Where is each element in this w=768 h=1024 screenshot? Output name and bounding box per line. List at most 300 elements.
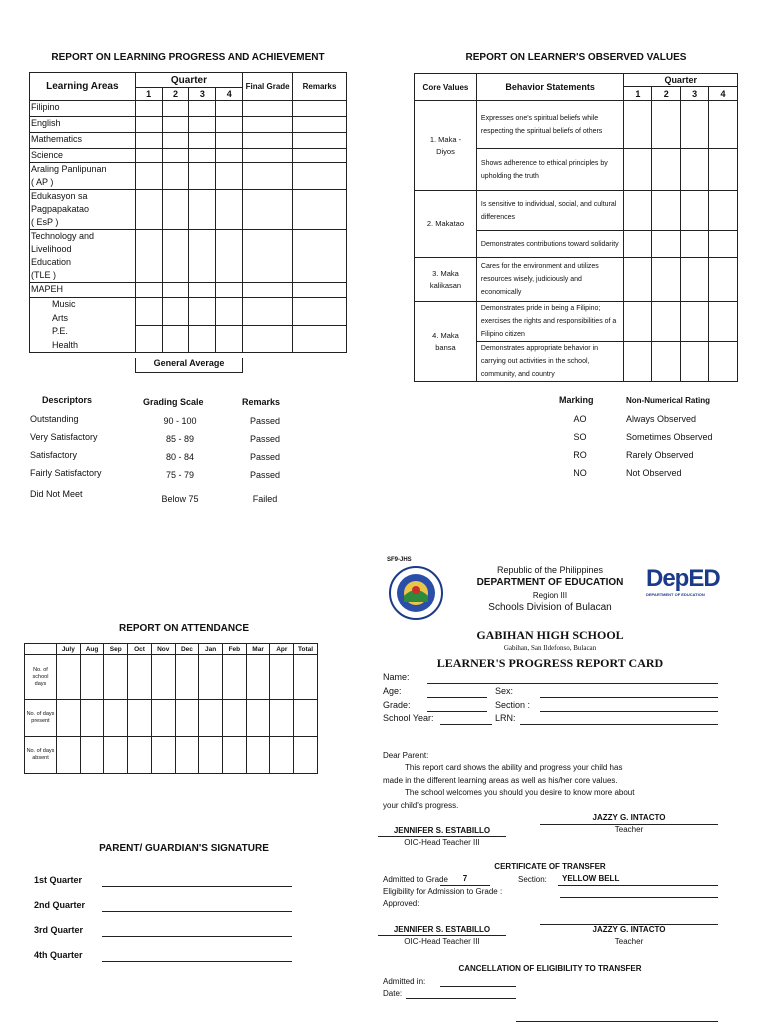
subject-row — [30, 117, 347, 133]
values-rating-cell[interactable] — [681, 258, 709, 302]
signature-line[interactable] — [102, 936, 292, 937]
grading-scale-value: 90 - 100 — [163, 416, 197, 426]
attendance-month: Dec — [175, 644, 199, 655]
transfer-section-field[interactable] — [558, 885, 718, 886]
marking-code: SO — [573, 432, 587, 442]
grade-cell[interactable] — [162, 117, 189, 133]
school-year-label: School Year: — [383, 713, 434, 723]
learning-progress-table — [29, 72, 347, 353]
values-rating-cell[interactable] — [652, 342, 681, 382]
behavior-statement: Expresses one's spiritual beliefs while respecting the spiritual beliefs of others — [476, 101, 624, 149]
quarter-3: 3 — [189, 88, 216, 101]
grade-cell[interactable] — [135, 283, 162, 298]
values-rating-cell[interactable] — [709, 149, 738, 191]
descriptor-name: Satisfactory — [30, 450, 78, 460]
grade-cell[interactable] — [189, 133, 216, 149]
subject-row — [30, 163, 347, 190]
col-learning-areas: Learning Areas — [30, 73, 136, 101]
grade-cell[interactable] — [243, 298, 293, 326]
subject-name — [30, 101, 136, 117]
attendance-cell[interactable] — [104, 700, 128, 737]
marking-header: Marking — [559, 395, 594, 405]
marking-rating: Not Observed — [626, 468, 682, 478]
attendance-cell[interactable] — [246, 655, 270, 700]
transfer-section-label: Section: — [518, 875, 547, 884]
lrn-field[interactable] — [520, 724, 718, 725]
attendance-cell[interactable] — [199, 655, 223, 700]
letter-line-2: made in the different learning areas as well as his/her core values. — [383, 776, 618, 785]
col-final-grade: Final Grade — [243, 73, 293, 101]
grade-label: Grade: — [383, 700, 411, 710]
cancellation-title: CANCELLATION OF ELIGIBILITY TO TRANSFER — [458, 964, 642, 973]
col-core-values: Core Values — [415, 74, 477, 101]
learning-progress-title: REPORT ON LEARNING PROGRESS AND ACHIEVEMENT — [51, 52, 325, 63]
core-value: 4. Maka bansa — [415, 302, 477, 382]
core-value: 2. Makatao — [415, 191, 477, 258]
attendance-cell[interactable] — [128, 737, 152, 774]
age-label: Age: — [383, 686, 402, 696]
subject-name-line: ( EsP ) — [31, 217, 59, 227]
behavior-statement: Is sensitive to individual, social, and cultural differences — [476, 191, 624, 231]
subject-name — [30, 133, 136, 149]
grade-cell[interactable] — [293, 133, 347, 149]
sex-field[interactable] — [540, 697, 718, 698]
attendance-cell[interactable] — [128, 700, 152, 737]
school-address: Gabihan, San Ildefonso, Bulacan — [503, 644, 597, 652]
behavior-statement: Cares for the environment and utilizes resources wisely, judiciously and economically — [476, 258, 624, 302]
attendance-row-label: No. of days absent — [25, 737, 57, 774]
col-quarter: Quarter — [135, 73, 243, 88]
quarter-2: 2 — [162, 88, 189, 101]
descriptor-name: Fairly Satisfactory — [30, 468, 102, 478]
signature-line[interactable] — [102, 886, 292, 887]
mapeh-sub-row — [30, 298, 347, 326]
attendance-cell[interactable] — [223, 737, 247, 774]
transfer-teacher-name: JAZZY G. INTACTO — [592, 925, 666, 934]
attendance-cell[interactable] — [294, 737, 318, 774]
behavior-statement: Demonstrates appropriate behavior in carrying out activities in the school, community, and country — [476, 342, 624, 382]
attendance-cell[interactable] — [104, 655, 128, 700]
grade-cell[interactable] — [189, 298, 216, 326]
marking-code: RO — [573, 450, 587, 460]
grade-cell[interactable] — [293, 190, 347, 230]
letter-greeting: Dear Parent: — [383, 751, 429, 760]
grade-cell[interactable] — [135, 163, 162, 190]
grade-cell[interactable] — [293, 230, 347, 283]
values-rating-cell[interactable] — [652, 191, 681, 231]
grade-cell[interactable] — [293, 117, 347, 133]
grade-cell[interactable] — [162, 325, 189, 353]
grade-cell[interactable] — [243, 190, 293, 230]
marking-code: NO — [573, 468, 587, 478]
attendance-month: Sep — [104, 644, 128, 655]
deped-logo-sub: DEPARTMENT OF EDUCATION — [646, 592, 705, 597]
values-rating-cell[interactable] — [624, 342, 652, 382]
values-rating-cell[interactable] — [624, 101, 652, 149]
subject-name-line: Mathematics — [31, 134, 83, 144]
grade-cell[interactable] — [243, 149, 293, 163]
core-value: 1. Maka - Diyos — [415, 101, 477, 191]
subject-name — [30, 230, 136, 283]
general-average-label: General Average — [135, 358, 243, 373]
grade-cell[interactable] — [293, 325, 347, 353]
col-values-quarter: Quarter — [624, 74, 738, 87]
section-label: Section : — [495, 700, 531, 710]
grade-cell[interactable] — [189, 149, 216, 163]
deped-seal-icon — [389, 566, 443, 620]
subject-name-line: English — [31, 118, 61, 128]
signature-line[interactable] — [102, 961, 292, 962]
grade-cell[interactable] — [243, 133, 293, 149]
values-rating-cell[interactable] — [681, 231, 709, 258]
grade-cell[interactable] — [216, 163, 243, 190]
attendance-cell[interactable] — [199, 700, 223, 737]
grade-cell[interactable] — [189, 101, 216, 117]
grade-cell[interactable] — [293, 163, 347, 190]
head-signature-line[interactable] — [378, 836, 506, 837]
attendance-cell[interactable] — [175, 655, 199, 700]
subject-name-line: Filipino — [31, 102, 60, 112]
grade-cell[interactable] — [216, 133, 243, 149]
grade-cell[interactable] — [135, 117, 162, 133]
signature-line[interactable] — [102, 911, 292, 912]
attendance-month: July — [56, 644, 80, 655]
attendance-month: Nov — [151, 644, 175, 655]
attendance-cell[interactable] — [175, 700, 199, 737]
attendance-cell[interactable] — [151, 737, 175, 774]
grade-cell[interactable] — [189, 117, 216, 133]
attendance-row-label: No. of days present — [25, 700, 57, 737]
attendance-cell[interactable] — [151, 655, 175, 700]
remarks-value: Passed — [249, 434, 281, 444]
core-value: 3. Maka kalikasan — [415, 258, 477, 302]
values-rating-cell[interactable] — [709, 342, 738, 382]
attendance-cell[interactable] — [56, 700, 80, 737]
grading-scale-value: 85 - 89 — [165, 434, 195, 444]
grade-cell[interactable] — [243, 117, 293, 133]
school-name: GABIHAN HIGH SCHOOL — [476, 628, 624, 642]
subject-name-line: (TLE ) — [31, 270, 57, 280]
school-year-field[interactable] — [440, 724, 492, 725]
mapeh-component: Health — [52, 339, 79, 350]
subject-name-line: Pagpapakatao — [31, 204, 90, 214]
signature-title: PARENT/ GUARDIAN'S SIGNATURE — [99, 843, 269, 854]
values-rating-cell[interactable] — [652, 231, 681, 258]
values-quarter-4: 4 — [709, 87, 738, 101]
admitted-grade-value: 7 — [462, 874, 468, 883]
values-rating-cell[interactable] — [624, 149, 652, 191]
grade-cell[interactable] — [216, 117, 243, 133]
grade-cell[interactable] — [216, 149, 243, 163]
grade-cell[interactable] — [189, 230, 216, 283]
descriptor-name: Did Not Meet — [30, 489, 83, 499]
admitted-grade-label: Admitted to Grade — [383, 875, 448, 884]
division-text: Schools Division of Bulacan — [488, 602, 612, 613]
signature-quarter-label: 2nd Quarter — [34, 900, 86, 910]
subject-row — [30, 133, 347, 149]
attendance-cell[interactable] — [270, 700, 294, 737]
attendance-cell[interactable] — [80, 737, 104, 774]
grade-cell[interactable] — [162, 149, 189, 163]
values-rating-cell[interactable] — [652, 149, 681, 191]
deped-logo-text: DepED — [646, 565, 720, 592]
values-quarter-1: 1 — [624, 87, 652, 101]
attendance-row — [25, 655, 318, 700]
admitted-in-label: Admitted in: — [383, 977, 426, 986]
subject-row — [30, 101, 347, 117]
grade-cell[interactable] — [135, 149, 162, 163]
grade-cell[interactable] — [162, 230, 189, 283]
grade-cell[interactable] — [162, 163, 189, 190]
transfer-head-title: OIC-Head Teacher III — [404, 937, 480, 946]
values-rating-cell[interactable] — [709, 258, 738, 302]
marking-rating: Always Observed — [626, 414, 697, 424]
grade-cell[interactable] — [216, 283, 243, 298]
remarks-value: Passed — [249, 470, 281, 480]
attendance-table — [24, 643, 318, 774]
grade-cell[interactable] — [135, 133, 162, 149]
approved-label: Approved: — [383, 899, 420, 908]
values-rating-cell[interactable] — [709, 302, 738, 342]
marking-rating: Sometimes Observed — [626, 432, 713, 442]
grade-cell[interactable] — [216, 101, 243, 117]
subject-name — [30, 190, 136, 230]
attendance-cell[interactable] — [56, 737, 80, 774]
attendance-month: Aug — [80, 644, 104, 655]
grade-cell[interactable] — [216, 298, 243, 326]
signature-quarter-label: 1st Quarter — [34, 875, 83, 885]
grade-cell[interactable] — [189, 190, 216, 230]
attendance-row — [25, 737, 318, 774]
attendance-cell[interactable] — [270, 737, 294, 774]
marking-rating: Rarely Observed — [626, 450, 694, 460]
values-quarter-3: 3 — [681, 87, 709, 101]
remarks-value: Passed — [249, 416, 281, 426]
cancellation-signature-line[interactable] — [516, 1021, 718, 1022]
subject-name-line: Education — [31, 257, 72, 267]
grade-cell[interactable] — [189, 325, 216, 353]
cancellation-date-label: Date: — [383, 989, 403, 998]
grading-scale-value: 75 - 79 — [165, 470, 195, 480]
values-rating-cell[interactable] — [652, 258, 681, 302]
values-rating-cell[interactable] — [709, 231, 738, 258]
remarks-value: Passed — [249, 452, 281, 462]
subject-name-line: MAPEH — [31, 284, 64, 294]
grade-cell[interactable] — [135, 101, 162, 117]
subject-name — [30, 163, 136, 190]
transfer-head-name: JENNIFER S. ESTABILLO — [393, 925, 491, 934]
lrn-label: LRN: — [495, 713, 516, 723]
behavior-statement: Demonstrates pride in being a Filipino; exercises the rights and responsibilities of a Filipino citizen — [476, 302, 624, 342]
grade-cell[interactable] — [135, 298, 162, 326]
values-rating-cell[interactable] — [624, 191, 652, 231]
attendance-cell[interactable] — [199, 737, 223, 774]
mapeh-component: Music — [52, 299, 76, 309]
rating-header: Non-Numerical Rating — [626, 396, 711, 405]
eligibility-field[interactable] — [560, 897, 718, 898]
attendance-title: REPORT ON ATTENDANCE — [119, 623, 249, 634]
values-rating-cell[interactable] — [681, 191, 709, 231]
head-name: JENNIFER S. ESTABILLO — [393, 826, 491, 835]
observed-values-title: REPORT ON LEARNER'S OBSERVED VALUES — [465, 52, 687, 63]
values-rating-cell[interactable] — [624, 258, 652, 302]
letter-line-3: The school welcomes you should you desire to know more about — [405, 788, 635, 797]
quarter-1: 1 — [135, 88, 162, 101]
mapeh-component: P.E. — [52, 326, 68, 336]
grading-scale-value: Below 75 — [161, 494, 199, 504]
grade-cell[interactable] — [162, 101, 189, 117]
grade-cell[interactable] — [189, 163, 216, 190]
grade-cell[interactable] — [135, 190, 162, 230]
attendance-month: Jan — [199, 644, 223, 655]
name-label: Name: — [383, 672, 410, 682]
marking-code: AO — [573, 414, 587, 424]
signature-quarter-label: 4th Quarter — [34, 950, 83, 960]
cancellation-date-field[interactable] — [406, 998, 516, 999]
attendance-cell[interactable] — [294, 655, 318, 700]
letter-line-1: This report card shows the ability and progress your child has — [405, 763, 623, 772]
subject-name — [30, 117, 136, 133]
descriptor-name: Outstanding — [30, 414, 79, 424]
attendance-cell[interactable] — [270, 655, 294, 700]
values-row — [415, 302, 738, 342]
grade-cell[interactable] — [293, 101, 347, 117]
department-text: DEPARTMENT OF EDUCATION — [476, 577, 624, 588]
attendance-corner — [25, 644, 57, 655]
subject-name-line: ( AP ) — [31, 177, 54, 187]
teacher-name: JAZZY G. INTACTO — [592, 813, 666, 822]
values-rating-cell[interactable] — [652, 302, 681, 342]
deped-logo — [646, 565, 720, 599]
col-remarks: Remarks — [293, 73, 347, 101]
values-rating-cell[interactable] — [624, 231, 652, 258]
republic-text: Republic of the Philippines — [496, 565, 604, 575]
subject-name-line: Technology and — [31, 231, 95, 241]
grade-cell[interactable] — [243, 101, 293, 117]
card-title: LEARNER'S PROGRESS REPORT CARD — [436, 656, 664, 670]
attendance-cell[interactable] — [80, 700, 104, 737]
grade-cell[interactable] — [162, 133, 189, 149]
subject-row — [30, 230, 347, 283]
values-rating-cell[interactable] — [681, 149, 709, 191]
attendance-cell[interactable] — [104, 737, 128, 774]
grade-cell[interactable] — [243, 283, 293, 298]
values-rating-cell[interactable] — [624, 302, 652, 342]
transfer-teacher-title: Teacher — [614, 937, 644, 946]
grade-cell[interactable] — [216, 190, 243, 230]
subject-name — [30, 149, 136, 163]
grade-cell[interactable] — [189, 283, 216, 298]
mapeh-component: Arts — [52, 312, 69, 323]
grade-cell[interactable] — [293, 283, 347, 298]
sex-label: Sex: — [495, 686, 514, 696]
descriptor-name: Very Satisfactory — [30, 432, 98, 442]
attendance-cell[interactable] — [56, 655, 80, 700]
subject-name-line: Science — [31, 150, 64, 160]
subject-name — [30, 283, 136, 298]
grade-cell[interactable] — [216, 325, 243, 353]
attendance-cell[interactable] — [80, 655, 104, 700]
attendance-cell[interactable] — [246, 737, 270, 774]
grade-cell[interactable] — [162, 298, 189, 326]
letter-line-4: your child's progress. — [383, 801, 459, 810]
subject-row — [30, 283, 347, 298]
values-rating-cell[interactable] — [681, 342, 709, 382]
subject-row — [30, 149, 347, 163]
subject-name-line: Livelihood — [31, 244, 72, 254]
admitted-in-field[interactable] — [440, 986, 516, 987]
values-rating-cell[interactable] — [652, 101, 681, 149]
grade-cell[interactable] — [243, 325, 293, 353]
grade-cell[interactable] — [293, 298, 347, 326]
behavior-statement: Demonstrates contributions toward solidarity — [476, 231, 624, 258]
grade-cell[interactable] — [162, 283, 189, 298]
grade-cell[interactable] — [243, 163, 293, 190]
attendance-cell[interactable] — [223, 700, 247, 737]
attendance-cell[interactable] — [294, 700, 318, 737]
descriptors-header: Descriptors — [42, 395, 93, 405]
values-rating-cell[interactable] — [709, 191, 738, 231]
values-rating-cell[interactable] — [709, 101, 738, 149]
attendance-cell[interactable] — [128, 655, 152, 700]
grade-cell[interactable] — [135, 325, 162, 353]
admitted-grade-field[interactable] — [440, 885, 490, 886]
mapeh-components — [30, 298, 136, 353]
attendance-month: Total — [294, 644, 318, 655]
transfer-title: CERTIFICATE OF TRANSFER — [494, 862, 606, 871]
quarter-4: 4 — [216, 88, 243, 101]
grade-cell[interactable] — [135, 230, 162, 283]
attendance-row-label: No. of school days — [25, 655, 57, 700]
age-field[interactable] — [427, 697, 487, 698]
attendance-month: Feb — [223, 644, 247, 655]
attendance-month: Apr — [270, 644, 294, 655]
subject-name-line: Araling Panlipunan — [31, 164, 107, 174]
subject-row — [30, 190, 347, 230]
attendance-cell[interactable] — [223, 655, 247, 700]
values-row — [415, 191, 738, 231]
form-code: SF9-JHS — [387, 557, 412, 563]
grade-cell[interactable] — [162, 190, 189, 230]
attendance-cell[interactable] — [175, 737, 199, 774]
subject-name-line: Edukasyon sa — [31, 191, 88, 201]
attendance-month: Oct — [128, 644, 152, 655]
values-rating-cell[interactable] — [681, 302, 709, 342]
grade-cell[interactable] — [216, 230, 243, 283]
values-quarter-2: 2 — [652, 87, 681, 101]
transfer-section-value: YELLOW BELL — [562, 874, 620, 883]
attendance-row — [25, 700, 318, 737]
attendance-cell[interactable] — [246, 700, 270, 737]
values-row — [415, 101, 738, 149]
eligibility-label: Eligibility for Admission to Grade : — [383, 887, 503, 896]
behavior-statement: Shows adherence to ethical principles by upholding the truth — [476, 149, 624, 191]
attendance-month: Mar — [246, 644, 270, 655]
grade-cell[interactable] — [293, 149, 347, 163]
attendance-cell[interactable] — [151, 700, 175, 737]
name-field[interactable] — [427, 683, 718, 684]
grade-field[interactable] — [427, 711, 487, 712]
transfer-head-line[interactable] — [378, 935, 506, 936]
signature-quarter-label: 3rd Quarter — [34, 925, 84, 935]
col-behavior-statements: Behavior Statements — [476, 74, 624, 101]
transfer-teacher-line[interactable] — [540, 924, 718, 925]
region-text: Region III — [532, 591, 568, 600]
section-field[interactable] — [540, 711, 718, 712]
grade-cell[interactable] — [243, 230, 293, 283]
remarks-header: Remarks — [242, 397, 281, 407]
values-rating-cell[interactable] — [681, 101, 709, 149]
